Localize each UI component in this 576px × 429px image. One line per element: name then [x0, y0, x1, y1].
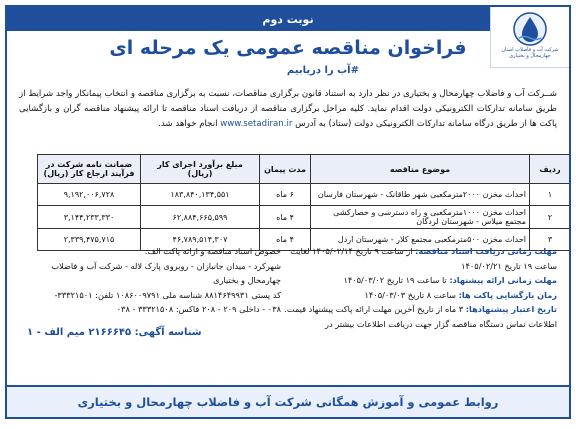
- slogan: #آب را دریابیم: [286, 65, 359, 76]
- round-label: نوبت دوم: [262, 12, 314, 26]
- schedule-column: [257, 244, 557, 331]
- col-guarantee: ضمانت نامه شرکت در فرآیند ارجاع کار (ریال): [38, 155, 141, 184]
- row-duration: ۶ ماه: [260, 184, 311, 206]
- address-line: چهارمحال و بختیاری: [213, 275, 281, 285]
- col-subject: موضوع مناقصه: [311, 155, 530, 184]
- tender-table: [37, 154, 571, 251]
- page-title: فراخوان مناقصه عمومی یک مرحله ای: [109, 37, 467, 59]
- setad-link[interactable]: www.setadiran.ir: [220, 119, 293, 129]
- round-banner: [7, 7, 569, 31]
- row-number: ۲: [530, 206, 571, 229]
- row-estimate: ۶۲,۸۸۴,۶۶۵,۵۹۹: [141, 206, 260, 229]
- doc-deadline-label: مهلت زمانی دریافت اسناد مناقصه:: [415, 246, 557, 256]
- doc-deadline: [257, 244, 557, 259]
- address-column: [19, 244, 281, 317]
- contact-line: اطلاعات تماس دستگاه مناقصه گزار جهت دریافت اطلاعات بیشتر در: [325, 318, 557, 329]
- validity: [257, 302, 557, 317]
- validity-value: ۳ ماه از تاریخ آخرین مهلت ارائه پاکت پیشنهاد قیمت.: [284, 304, 464, 314]
- notice-id: شناسه آگهی: ۲۱۶۶۶۴۵ میم الف - ۱: [27, 327, 202, 338]
- row-subject: احداث مخزن ۵۰۰مترمکعبی مجتمع کلار - شهرستان اردل: [311, 229, 530, 251]
- company-logo: [490, 7, 569, 68]
- row-number: ۳: [530, 229, 571, 251]
- postal-phone-line: کد پستی ۸۸۱۴۶۴۹۹۳۱ شناسه ملی ۱۰۸۶۰۰۹۷۹۱ تلفن: ۳۳۳۲۱۵۰۱-: [54, 289, 281, 300]
- doc-deadline-value: از ساعت ۹ تاریخ ۱۴۰۵/۰۲/۱۴ لغایت: [290, 246, 413, 256]
- row-duration: ۴ ماه: [260, 206, 311, 229]
- bid-deadline-label: مهلت زمانی ارائه پیشنهاد:: [449, 275, 557, 285]
- table-row: [38, 184, 571, 206]
- table-row: [38, 206, 571, 229]
- footer-text: روابط عمومی و آموزش همگانی شرکت آب و فاضلاب چهارمحال و بختیاری: [77, 395, 499, 409]
- fax-line: ۰۳۸ - داخلی ۲۰۹ - ۲۰۸ فاکس: ۳۳۳۲۱۵۰۸ - ۰۳۸: [116, 304, 281, 314]
- logo-caption: شرکت آب و فاضلاب استان چهارمحال و بختیاری: [501, 47, 559, 59]
- col-estimate: مبلغ برآورد اجرای کار (ریال): [141, 155, 260, 184]
- row-estimate: ۴۶,۷۸۹,۵۱۴,۳۰۷: [141, 229, 260, 251]
- row-subject: احداث مخزن ۱۰۰۰مترمکعبی و راه دسترسی و حصارکشی مجتمع میلاس - شهرستان لردگان: [311, 206, 530, 229]
- opening-label: زمان بازگشایی پاکت ها:: [458, 289, 557, 300]
- validity-label: تاریخ اعتبار پیشنهادها:: [465, 304, 557, 314]
- tender-notice: [5, 5, 571, 419]
- row-number: ۱: [530, 184, 571, 206]
- col-duration: مدت پیمان: [260, 155, 311, 184]
- intro-text: شــرکت آب و فاضلاب چهارمحال و بختیاری در نظر دارد به استناد قانون برگزاری مناقصات، نسبت به برگزاری مناقصه و انتخاب پیمانکار واجد شرایط از طریق سامانه تدارکات الکترونیکی دولت اقدام نماید. کلیه مراحل برگزاری مناقصه از دریافت اسناد مناقصه تا ارائه پیشنهاد مناقصه گران و بازگشایی پاکت ها از طریق درگاه سامانه تدارکات الکترونیکی دولت (ستاد) به آدرس: [19, 89, 557, 129]
- row-duration: ۴ ماه: [260, 229, 311, 251]
- doc-deadline-end: ساعت ۱۹ تاریخ ۱۴۰۵/۰۲/۲۱: [461, 260, 557, 271]
- row-estimate: ۱۸۳,۸۴۰,۱۳۴,۵۵۱: [141, 184, 260, 206]
- row-guarantee: ۲,۳۳۹,۴۷۵,۷۱۵: [38, 229, 141, 251]
- row-subject: احداث مخزن ۲۰۰۰مترمکعبی شهر طاقانک - شهرستان فارسان: [311, 184, 530, 206]
- bid-deadline-value: تا ساعت ۱۹ تاریخ ۱۴۰۵/۰۳/۰۲: [343, 275, 447, 285]
- row-guarantee: ۳,۱۴۴,۲۳۳,۳۳۰: [38, 206, 141, 229]
- intro-paragraph: [19, 87, 557, 132]
- footer-banner: [7, 385, 569, 417]
- bid-deadline: [257, 273, 557, 288]
- address-line: شهرکرد - میدان جانبازان - روبروی پارک لاله - شرکت آب و فاضلاب: [51, 260, 281, 271]
- col-row-number: ردیف: [530, 155, 571, 184]
- opening-time: [257, 288, 557, 303]
- opening-value: ساعت ۸ تاریخ ۱۴۰۵/۰۳/۰۳: [364, 289, 456, 300]
- water-drop-icon: [510, 11, 550, 47]
- address-title: خصوص اسناد مناقصه و ارائه پاکت الف:: [144, 246, 281, 256]
- table-header-row: [38, 155, 571, 184]
- intro-suffix: انجام خواهد شد.: [158, 119, 218, 129]
- row-guarantee: ۹,۱۹۲,۰۰۶,۷۲۸: [38, 184, 141, 206]
